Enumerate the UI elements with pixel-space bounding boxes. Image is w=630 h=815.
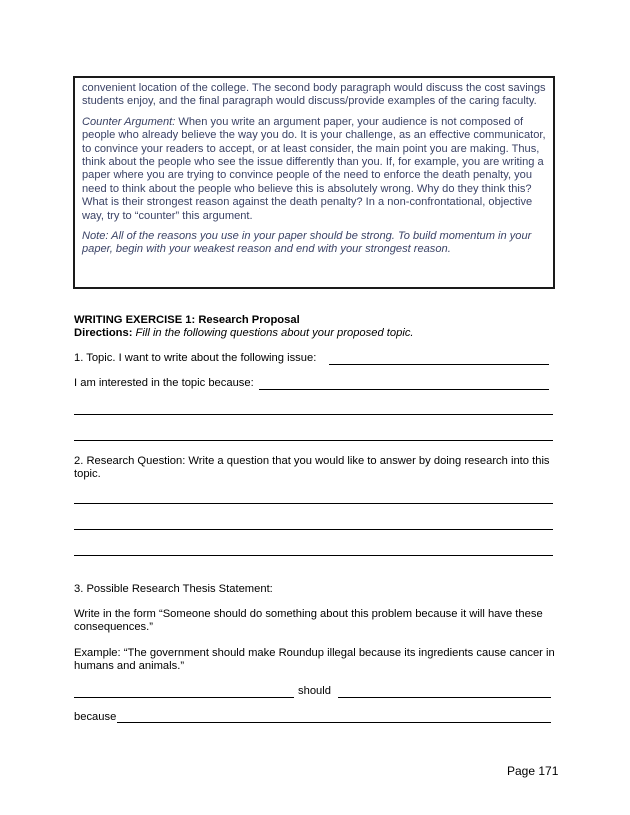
research-question-line-2[interactable] — [74, 529, 553, 530]
counter-argument-label: Counter Argument: — [82, 115, 176, 128]
interest-answer-line-3[interactable] — [74, 440, 553, 441]
body-paragraph-explanation: convenient location of the college. The second body paragraph would discuss the cost savings students enjoy, and the final paragraph would discuss/provide examples of the caring faculty. — [82, 82, 546, 108]
directions-label: Directions: — [74, 327, 133, 340]
explanation-box — [73, 76, 555, 289]
research-question-line-1[interactable] — [74, 503, 553, 504]
thesis-instruction: Write in the form “Someone should do something about this problem because it will have these consequences.” — [74, 608, 543, 634]
counter-argument-text: When you write an argument paper, your audience is not composed of people who already believe the way you do. It is your challenge, as an effective communicator, to convince your readers to accept, or at least consider, the main point you are making. Thus, think about the people who see the issue differently than you. If, for example, you are writing a paper where you are trying to convince people of the need to enforce the death penalty, you need to think about the people who believe this is absolutely wrong. Why do they think this? What is their strongest reason against the death penalty? In a non-confrontational, objective way, try to “counter” this argument. — [82, 115, 546, 222]
research-question-prompt: 2. Research Question: Write a question that you would like to answer by doing research into this topic. — [74, 455, 550, 481]
exercise-title: WRITING EXERCISE 1: Research Proposal — [74, 314, 300, 326]
interest-answer-line-2[interactable] — [74, 414, 553, 415]
directions-text: Fill in the following questions about your proposed topic. — [132, 327, 414, 340]
thesis-example: Example: “The government should make Roundup illegal because its ingredients cause cancer in humans and animals.” — [74, 647, 555, 673]
thesis-action-line[interactable] — [338, 697, 551, 698]
page-number: Page 171 — [507, 764, 559, 778]
should-label: should — [298, 685, 331, 697]
topic-prompt: 1. Topic. I want to write about the following issue: — [74, 352, 317, 364]
research-question-line-3[interactable] — [74, 555, 553, 556]
directions — [74, 327, 558, 340]
interest-answer-line-1[interactable] — [259, 389, 549, 390]
exercise-heading — [74, 314, 558, 341]
thesis-prompt: 3. Possible Research Thesis Statement: — [74, 583, 273, 595]
because-label: because — [74, 711, 117, 723]
interest-prompt: I am interested in the topic because: — [74, 377, 254, 389]
thesis-reason-line[interactable] — [117, 722, 551, 723]
thesis-subject-line[interactable] — [74, 697, 294, 698]
note-paragraph: Note: All of the reasons you use in your paper should be strong. To build momentum in your paper, begin with your weakest reason and end with your strongest reason. — [82, 230, 532, 256]
topic-answer-line[interactable] — [329, 364, 549, 365]
counter-argument-paragraph — [82, 116, 546, 223]
